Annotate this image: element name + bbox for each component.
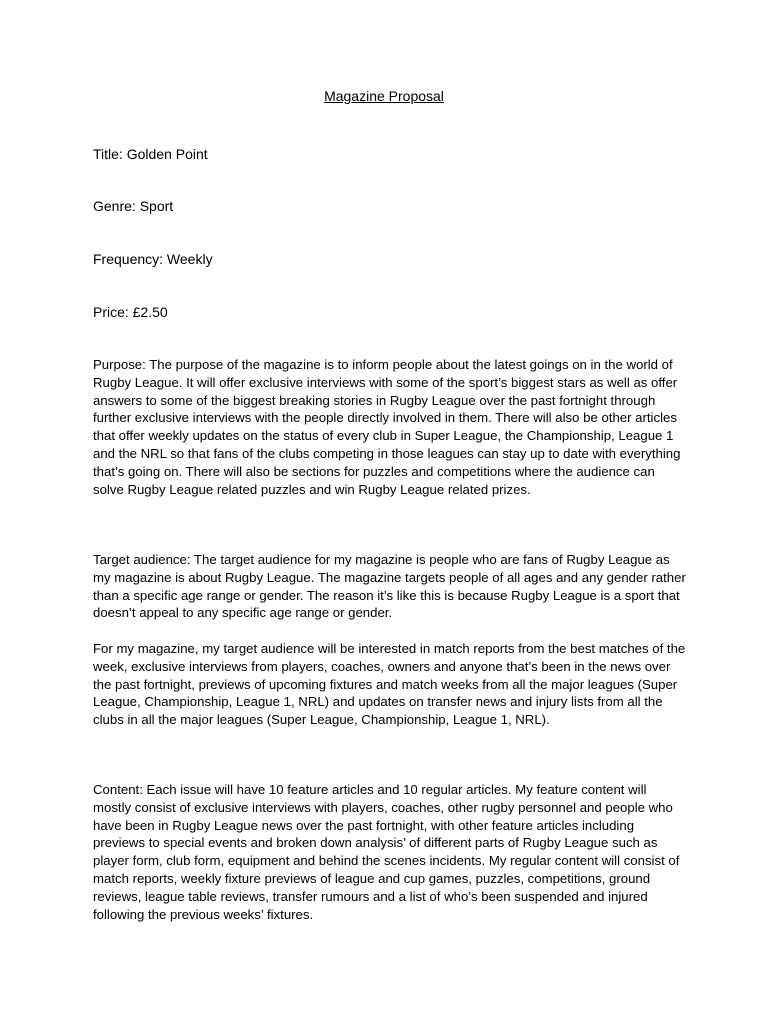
target-audience-paragraph: Target audience: The target audience for my magazine is people who are fans of Rugby League as my magazine is about Rugby League. The magazine targets people of all ages and any gender rather than a specific age range or gender. The reason it’s like this is because Rugby League is a sport that doesn’t appeal to any specific age range or gender. (93, 552, 686, 621)
genre-field: Genre: Sport (93, 198, 174, 214)
frequency-field: Frequency: Weekly (93, 251, 213, 267)
content-paragraph: Content: Each issue will have 10 feature articles and 10 regular articles. My feature content will mostly consist of exclusive interviews with players, coaches, other rugby personnel and people who have been in Rugby League news over the past fortnight, with other feature articles including previews to special events and broken down analysis’ of different parts of Rugby League such as player form, club form, equipment and behind the scenes incidents. My regular content will consist of match reports, weekly fixture previews of league and cup games, puzzles, competitions, ground reviews, league table reviews, transfer rumours and a list of who’s been suspended and injured following the previous weeks’ fixtures. (93, 782, 680, 922)
target-interests-paragraph: For my magazine, my target audience will be interested in match reports from the best matches of the week, exclusive interviews from players, coaches, owners and anyone that’s been in the news over the past fortnight, previews of upcoming fixtures and match weeks from all the major leagues (Super League, Championship, League 1, NRL) and updates on transfer news and injury lists from all the clubs in all the major leagues (Super League, Championship, League 1, NRL). (93, 641, 686, 728)
purpose-paragraph: Purpose: The purpose of the magazine is to inform people about the latest goings on in the world of Rugby League. It will offer exclusive interviews with some of the sport’s biggest stars as well as offer answers to some of the biggest breaking stories in Rugby League over the past fortnight through further exclusive interviews with the people directly involved in them. There will also be other articles that offer weekly updates on the status of every club in Super League, the Championship, League 1 and the NRL so that fans of the clubs competing in those leagues can stay up to date with everything that’s going on. There will also be sections for puzzles and competitions where the audience can solve Rugby League related puzzles and win Rugby League related prizes. (93, 357, 681, 497)
document-title: Magazine Proposal (324, 88, 444, 104)
title-field: Title: Golden Point (93, 146, 208, 162)
price-field: Price: £2.50 (93, 304, 168, 320)
